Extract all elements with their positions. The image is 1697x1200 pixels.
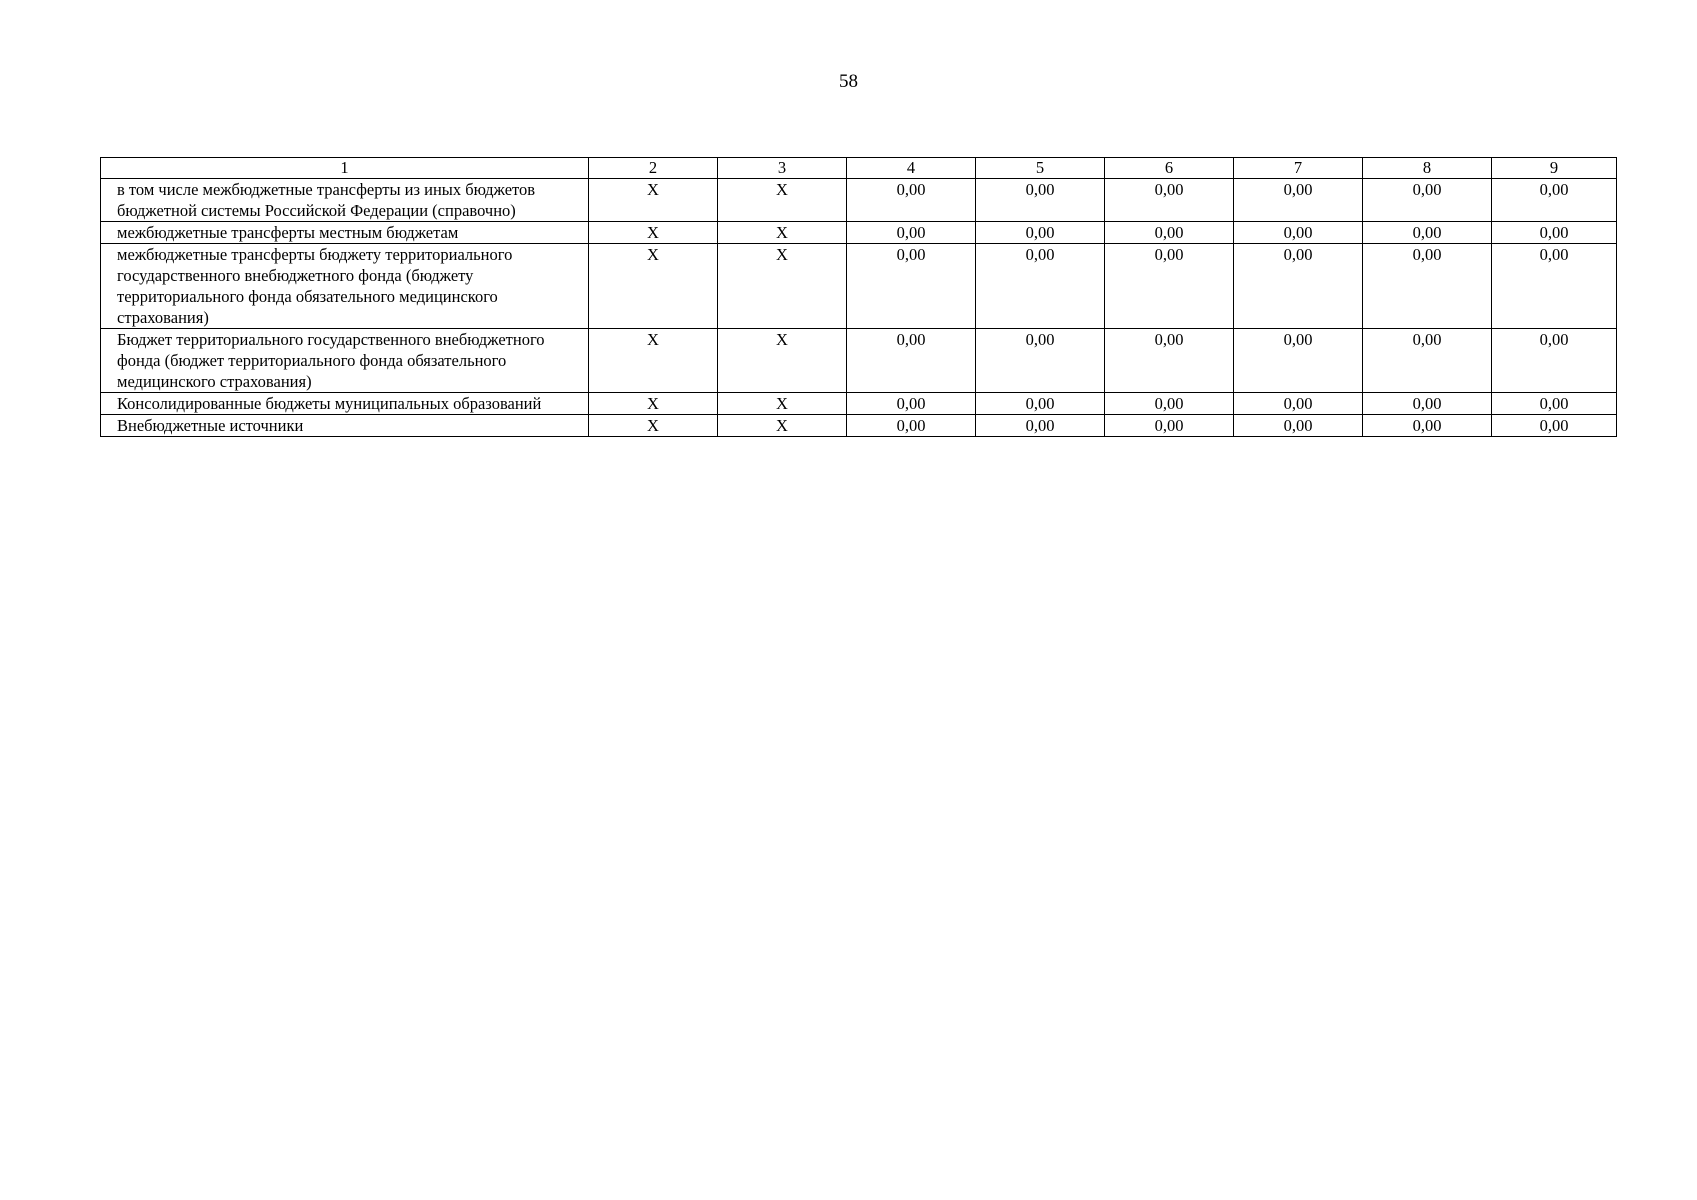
value-cell: 0,00 (976, 415, 1105, 437)
value-cell: 0,00 (1105, 222, 1234, 244)
value-cell: 0,00 (847, 222, 976, 244)
value-cell: X (718, 415, 847, 437)
value-cell: 0,00 (1105, 415, 1234, 437)
column-header: 3 (718, 158, 847, 179)
value-cell: X (589, 244, 718, 329)
value-cell: X (589, 179, 718, 222)
row-name-cell: Бюджет территориального государственного внебюджетного фонда (бюджет территориального фонда обязательного медицинского страхования) (101, 329, 589, 393)
value-cell: 0,00 (1492, 393, 1617, 415)
row-name-cell: в том числе межбюджетные трансферты из иных бюджетов бюджетной системы Российской Федерации (справочно) (101, 179, 589, 222)
value-cell: 0,00 (1492, 222, 1617, 244)
table-row (101, 415, 1617, 437)
value-cell: X (589, 393, 718, 415)
value-cell: 0,00 (847, 179, 976, 222)
value-cell: 0,00 (1363, 329, 1492, 393)
value-cell: 0,00 (976, 244, 1105, 329)
column-header: 4 (847, 158, 976, 179)
value-cell: 0,00 (1363, 244, 1492, 329)
value-cell: X (718, 222, 847, 244)
row-name-cell: межбюджетные трансферты местным бюджетам (101, 222, 589, 244)
value-cell: X (589, 415, 718, 437)
row-name-cell: межбюджетные трансферты бюджету территориального государственного внебюджетного фонда (бюджету территориального фонда обязательного медицинского страхования) (101, 244, 589, 329)
column-header: 1 (101, 158, 589, 179)
value-cell: 0,00 (1234, 222, 1363, 244)
row-name-cell: Консолидированные бюджеты муниципальных образований (101, 393, 589, 415)
value-cell: 0,00 (847, 244, 976, 329)
table-header-row (101, 158, 1617, 179)
value-cell: 0,00 (1105, 329, 1234, 393)
value-cell: 0,00 (1492, 415, 1617, 437)
value-cell: 0,00 (1363, 179, 1492, 222)
value-cell: 0,00 (976, 179, 1105, 222)
value-cell: 0,00 (976, 329, 1105, 393)
column-header: 2 (589, 158, 718, 179)
value-cell: X (589, 329, 718, 393)
value-cell: X (718, 244, 847, 329)
value-cell: 0,00 (1234, 393, 1363, 415)
value-cell: 0,00 (1492, 244, 1617, 329)
value-cell: X (718, 179, 847, 222)
value-cell: 0,00 (847, 415, 976, 437)
value-cell: 0,00 (1105, 179, 1234, 222)
value-cell: 0,00 (847, 329, 976, 393)
table-row (101, 179, 1617, 222)
value-cell: 0,00 (1105, 393, 1234, 415)
value-cell: 0,00 (1234, 329, 1363, 393)
value-cell: 0,00 (1363, 222, 1492, 244)
table-row (101, 329, 1617, 393)
value-cell: 0,00 (1234, 415, 1363, 437)
data-table (100, 157, 1617, 437)
column-header: 6 (1105, 158, 1234, 179)
value-cell: 0,00 (1363, 415, 1492, 437)
value-cell: 0,00 (1234, 244, 1363, 329)
value-cell: 0,00 (1363, 393, 1492, 415)
value-cell: 0,00 (976, 393, 1105, 415)
value-cell: X (589, 222, 718, 244)
value-cell: 0,00 (976, 222, 1105, 244)
page-number: 58 (839, 71, 858, 92)
value-cell: 0,00 (847, 393, 976, 415)
value-cell: 0,00 (1492, 329, 1617, 393)
table-row (101, 244, 1617, 329)
table-row (101, 393, 1617, 415)
value-cell: 0,00 (1492, 179, 1617, 222)
value-cell: 0,00 (1234, 179, 1363, 222)
column-header: 8 (1363, 158, 1492, 179)
column-header: 7 (1234, 158, 1363, 179)
table-row (101, 222, 1617, 244)
value-cell: X (718, 329, 847, 393)
value-cell: X (718, 393, 847, 415)
column-header: 5 (976, 158, 1105, 179)
column-header: 9 (1492, 158, 1617, 179)
value-cell: 0,00 (1105, 244, 1234, 329)
row-name-cell: Внебюджетные источники (101, 415, 589, 437)
